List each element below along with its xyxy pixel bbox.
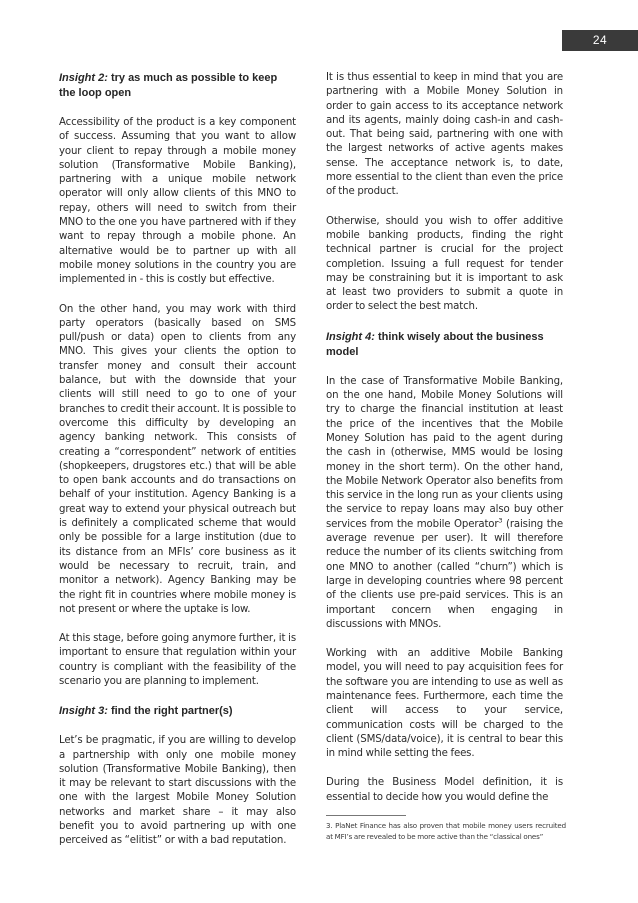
paragraph-be-pragmatic: Let’s be pragmatic, if you are willing to develop a partnership with only one mobile money solution (Transformative Mobile Banking), then it may be relevant to start discussions with the one with the largest Mobile Money Solution networks and market share – it may also benefit you to avoid partnering up with one perceived as “elitist” or with a bad reputation. (59, 735, 296, 847)
paragraph-acceptance-network: It is thus essential to keep in mind that you are partnering with a Mobile Money Solution in order to gain access to its acceptance network and its agents, mainly doing cash-in and cash-out. That being said, partnering with one with the largest networks of active agents makes sense. The acceptance network is, to date, more essential to the client than even the price of the product. (326, 72, 563, 198)
right-column (326, 71, 563, 820)
insight-3-heading (59, 704, 296, 719)
footnote-divider (326, 815, 406, 816)
paragraph-third-party-operators: On the other hand, you may work with third party operators (basically based on SMS pull/push or data) open to clients from any MNO. This gives your clients the option to transfer money and consult their account balance, but with the downside that your clients will still need to go to one of your branches to credit their account. It is possible to overcome this difficulty by developing an agency banking network. This consists of creating a “correspondent” network of entities (shopkeepers, drugstores etc.) that will be able to open bank accounts and do transactions on behalf of your institution. Agency Banking is a great way to extend your physical outreach but is definitely a complicated scheme that would only be possible for a large institution (due to its distance from an MFIs’ core business as it would be necessary to recruit, train, and monitor a network). Agency Banking may be the right fit in countries where mobile money is not present or where the uptake is low. (59, 303, 296, 615)
footnote-reference: 3 (498, 516, 503, 525)
insight-4-lead: Insight 4: (326, 330, 375, 343)
paragraph-business-model-definition: During the Business Model definition, it is essential to decide how you would define the (326, 777, 563, 803)
left-column (59, 71, 296, 864)
paragraph-technical-partner: Otherwise, should you wish to offer additive mobile banking products, finding the right technical partner is crucial for the project completion. Issuing a full request for tender may be constraining but it is important to ask at least two providers to submit a quote in order to select the best match. (326, 215, 563, 313)
paragraph-additive-model: Working with an additive Mobile Banking model, you will need to pay acquisition fees for the software you are intending to use as well as maintenance fees. Furthermore, each time the client will access to your service, communication costs will be charged to the client (SMS/data/voice), it is central to bear this in mind while setting the fees. (326, 648, 563, 760)
insight-2-lead: Insight 2: (59, 72, 108, 84)
insight-3-title: find the right partner(s) (107, 705, 233, 718)
insight-2-title: try as much as possible to keep the loop open (59, 72, 278, 99)
insight-2-heading (59, 71, 296, 101)
paragraph-regulation: At this stage, before going anymore further, it is important to ensure that regulation within your country is compliant with the feasibility of the scenario you are planning to implement. (59, 633, 296, 687)
insight-4-heading (326, 330, 563, 360)
page-number: 24 (562, 30, 638, 51)
paragraph-transformative-banking (326, 375, 563, 632)
paragraph-accessibility: Accessibility of the product is a key component of success. Assuming that you want to allow your client to repay through a mobile money solution (Transformative Mobile Banking), partnering with a unique mobile network operator will only allow clients of this MNO to repay, others will need to switch from their MNO to the one you have partnered with if they want to repay through a mobile phone. An alternative would be to partner up with all mobile money solutions in the country you are implemented in - this is costly but effective. (59, 117, 296, 286)
insight-4-title: think wisely about the business model (326, 330, 544, 358)
paragraph-transformative-banking-continued: (raising the average revenue per user). It will therefore reduce the number of its clients switching from one MNO to another (called “churn”) which is large in developing countries where 98 percent of the clients use pre-paid services. This is an important concern when engaging in discussions with MNOs. (326, 518, 563, 630)
insight-3-lead: Insight 3: (59, 705, 108, 718)
footnote: 3. PlaNet Finance has also proven that mobile money users recruited at MFI’s are revealed to be more active than the “classical ones” (326, 821, 566, 841)
paragraph-transformative-banking-text: In the case of Transformative Mobile Banking, on the one hand, Mobile Money Solutions will try to charge the financial institution at least the price of the incentives that the Mobile Money Solution has paid to the agent during the cash in (otherwise, MMS would be losing money in the short term). On the other hand, the Mobile Network Operator also benefits from this service in the long run as your clients using the service to repay loans may also buy other services from the mobile Operator (326, 375, 563, 530)
